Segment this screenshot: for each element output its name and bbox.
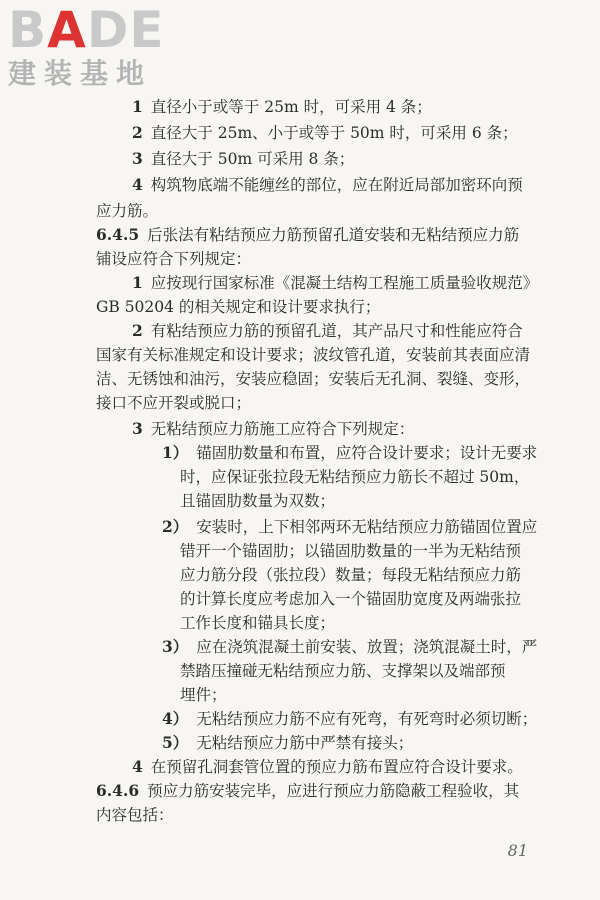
line-text: 锚固肋数量和布置，应符合设计要求；设计无要求	[196, 444, 538, 462]
text-line	[180, 612, 548, 634]
text-line	[162, 708, 548, 730]
item-number: 5）	[162, 733, 189, 752]
brand-logo-text	[8, 1, 178, 59]
text-line	[96, 804, 548, 826]
line-text: GB 50204 的相关规定和设计要求执行；	[96, 298, 381, 316]
line-text: 后张法有粘结预应力筋预留孔道安装和无粘结预应力筋	[147, 226, 520, 244]
item-number: 1	[132, 273, 143, 292]
text-line	[162, 732, 548, 754]
line-text: 在预留孔洞套管位置的预应力筋布置应符合设计要求。	[150, 758, 523, 776]
item-number: 1	[132, 97, 143, 116]
item-number: 2）	[162, 517, 189, 536]
line-text: 无粘结预应力筋中严禁有接头；	[196, 734, 414, 752]
logo-letter-a: A	[47, 1, 87, 59]
text-line	[132, 272, 548, 294]
line-text: 应按现行国家标准《混凝土结构工程施工质量验收规范》	[150, 274, 539, 292]
line-text: 禁踏压撞碰无粘结预应力筋、支撑架以及端部预	[180, 662, 506, 680]
line-text: 且锚固肋数量为双数；	[180, 492, 336, 510]
text-line	[96, 200, 548, 222]
text-line	[96, 344, 548, 366]
line-text: 无粘结预应力筋不应有死弯，有死弯时必须切断；	[196, 710, 538, 728]
line-text: 接口不应开裂或脱口；	[96, 394, 252, 412]
brand-logo-subtitle: 建装基地	[8, 57, 153, 90]
text-line	[180, 466, 548, 488]
line-text: 无粘结预应力筋施工应符合下列规定：	[150, 420, 415, 438]
text-line	[162, 442, 548, 464]
text-line	[132, 174, 548, 196]
line-text: 应力筋分段（张拉段）数量；每段无粘结预应力筋	[180, 566, 522, 584]
item-number: 6.4.5	[96, 225, 140, 244]
line-text: 国家有关标准规定和设计要求；波纹管孔道，安装前其表面应清	[96, 346, 531, 364]
text-line	[180, 684, 548, 706]
item-number: 3）	[162, 637, 189, 656]
line-text: 错开一个锚固肋；以锚固肋数量的一半为无粘结预	[180, 542, 522, 560]
line-text: 有粘结预应力筋的预留孔道，其产品尺寸和性能应符合	[150, 322, 523, 340]
line-text: 直径小于或等于 25m 时，可采用 4 条；	[150, 98, 432, 116]
item-number: 3	[132, 419, 143, 438]
brand-logo	[8, 1, 178, 94]
page-number: 81	[507, 841, 528, 860]
text-line	[96, 780, 548, 802]
text-line	[180, 490, 548, 512]
text-line	[132, 96, 548, 118]
line-text: 应力筋。	[96, 202, 159, 220]
text-line	[180, 564, 548, 586]
item-number: 4	[132, 175, 143, 194]
text-line	[132, 756, 548, 778]
line-text: 埋件；	[180, 686, 227, 704]
line-text: 直径大于 25m、小于或等于 50m 时，可采用 6 条；	[150, 124, 518, 142]
item-number: 2	[132, 321, 143, 340]
text-line	[96, 296, 548, 318]
text-line	[180, 660, 548, 682]
item-number: 6.4.6	[96, 781, 140, 800]
line-text: 铺设应符合下列规定：	[96, 250, 252, 268]
line-text: 应在浇筑混凝土前安装、放置；浇筑混凝土时，严	[196, 638, 538, 656]
text-line	[132, 418, 548, 440]
line-text: 内容包括：	[96, 806, 174, 824]
text-line	[180, 588, 548, 610]
line-text: 构筑物底端不能缠丝的部位，应在附近局部加密环向预	[150, 176, 523, 194]
line-text: 安装时，上下相邻两环无粘结预应力筋锚固位置应	[196, 518, 538, 536]
item-number: 1）	[162, 443, 189, 462]
logo-letters-de: DE	[86, 1, 165, 59]
line-text: 直径大于 50m 可采用 8 条；	[150, 150, 355, 168]
text-line	[162, 636, 548, 658]
item-number: 4）	[162, 709, 189, 728]
line-text: 洁、无锈蚀和油污，安装应稳固；安装后无孔洞、裂缝、变形，	[96, 370, 531, 388]
item-number: 3	[132, 149, 143, 168]
line-text: 的计算长度应考虑加入一个锚固肋宽度及两端张拉	[180, 590, 522, 608]
text-line	[96, 392, 548, 414]
text-line	[132, 122, 548, 144]
line-text: 预应力筋安装完毕，应进行预应力筋隐蔽工程验收，其	[147, 782, 520, 800]
text-line	[162, 516, 548, 538]
line-text: 工作长度和锚具长度；	[180, 614, 336, 632]
text-line	[96, 224, 548, 246]
logo-letter-b: B	[8, 1, 48, 59]
text-line	[132, 148, 548, 170]
line-text: 时，应保证张拉段无粘结预应力筋长不超过 50m，	[180, 468, 530, 486]
item-number: 2	[132, 123, 143, 142]
text-line	[96, 248, 548, 270]
text-line	[96, 368, 548, 390]
text-line	[180, 540, 548, 562]
text-line	[132, 320, 548, 342]
item-number: 4	[132, 757, 143, 776]
